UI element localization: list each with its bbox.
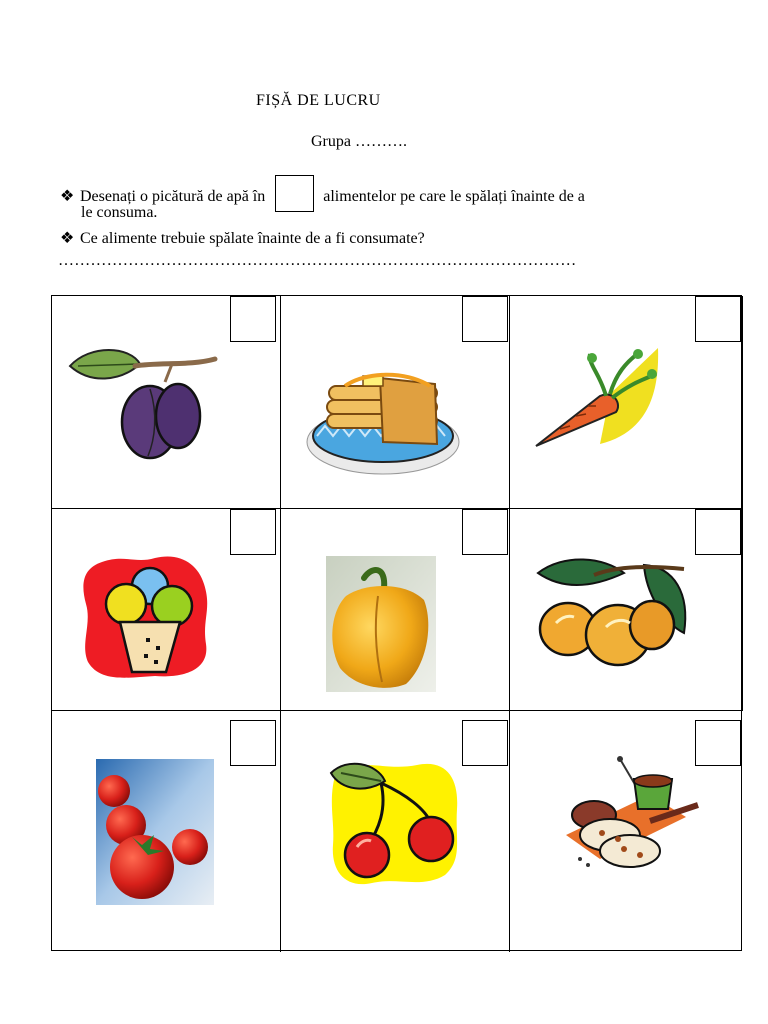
instruction-1-continued: le consuma. <box>81 204 158 221</box>
food-cell-cherries <box>281 711 510 952</box>
bread-sausage-icon <box>560 755 700 885</box>
tomatoes-icon <box>96 759 214 905</box>
checkbox[interactable] <box>462 296 508 342</box>
checkbox[interactable] <box>695 509 741 555</box>
instruction-1-text-b: alimentelor pe care le spălați înainte de a <box>323 188 585 206</box>
food-cell-plums <box>52 296 281 509</box>
food-cell-ice-cream <box>52 509 281 711</box>
ice-cream-icon <box>80 554 214 684</box>
cherries-icon <box>327 759 463 887</box>
food-cell-bread <box>510 711 743 952</box>
pancakes-icon <box>305 364 465 484</box>
example-box <box>275 175 314 212</box>
bullet-icon: ❖ <box>60 230 75 247</box>
apricots-icon <box>534 553 694 673</box>
food-cell-pancakes <box>281 296 510 509</box>
answer-line: …………………………………………………………………………………… <box>58 252 577 269</box>
instruction-1-text-a: Desenați o picătură de apă în <box>80 188 266 206</box>
checkbox[interactable] <box>695 296 741 342</box>
instruction-2 <box>60 228 425 248</box>
checkbox[interactable] <box>695 720 741 766</box>
plums-icon <box>60 344 220 464</box>
checkbox[interactable] <box>230 509 276 555</box>
food-grid <box>51 295 742 951</box>
food-cell-apricots <box>510 509 743 711</box>
yellow-pepper-icon <box>326 556 436 692</box>
checkbox[interactable] <box>462 720 508 766</box>
carrot-icon <box>530 344 670 454</box>
bullet-icon: ❖ <box>60 188 75 206</box>
food-cell-tomatoes <box>52 711 281 952</box>
checkbox[interactable] <box>230 720 276 766</box>
group-line: Grupa ………. <box>311 133 407 150</box>
worksheet-title: FIȘĂ DE LUCRU <box>256 92 381 109</box>
checkbox[interactable] <box>230 296 276 342</box>
food-cell-pepper <box>281 509 510 711</box>
instruction-2-text: Ce alimente trebuie spălate înainte de a fi consumate? <box>80 230 425 247</box>
checkbox[interactable] <box>462 509 508 555</box>
food-cell-carrot <box>510 296 743 509</box>
